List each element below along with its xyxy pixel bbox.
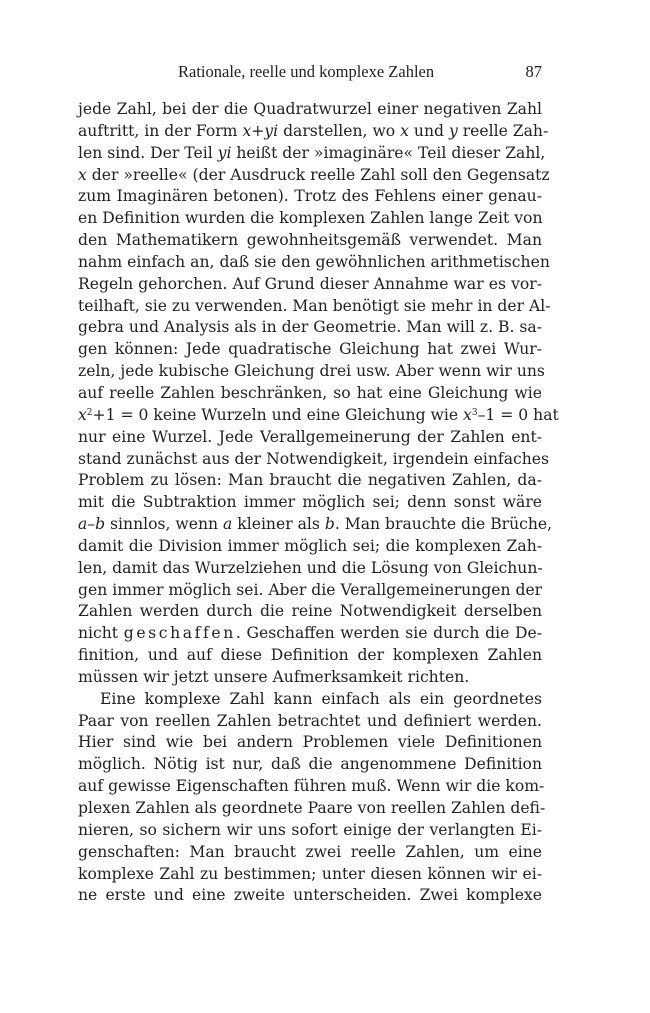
text-run: Zahlen werden durch die reine Notwendigkeit derselben xyxy=(78,602,542,621)
running-title: Rationale, reelle und komplexe Zahlen xyxy=(178,62,435,81)
text-run: stand zunächst aus der Notwendigkeit, irgendein einfaches xyxy=(78,449,550,468)
page-number: 87 xyxy=(525,62,542,81)
text-line xyxy=(78,470,542,492)
text-run: gen immer möglich sei. Aber die Verallgemeinerungen der xyxy=(78,580,543,599)
text-run: . Man brauchte die Brüche, xyxy=(334,515,553,534)
text-run: zum Imaginären betonen). Trotz des Fehlens einer genau- xyxy=(78,187,542,206)
text-line xyxy=(78,864,542,886)
text-line xyxy=(78,885,542,907)
math-symbol: x xyxy=(400,121,409,140)
text-run: der »reelle« (der Ausdruck reelle Zahl soll den Gegensatz xyxy=(86,165,550,184)
text-line xyxy=(78,711,542,733)
text-line xyxy=(78,536,542,558)
text-run: nahm einfach an, daß sie den gewöhnlichen arithmetischen xyxy=(78,252,550,271)
math-symbol: yi xyxy=(217,143,232,162)
text-run: heißt der »imaginäre« Teil dieser Zahl, xyxy=(231,143,546,162)
text-line xyxy=(78,776,545,798)
text-line xyxy=(78,121,549,143)
text-line xyxy=(78,754,542,776)
text-run: nur eine Wurzel. Jede Verallgemeinerung der Zahlen ent- xyxy=(78,427,542,446)
text-run: finition, und auf diese Definition der komplexen Zahlen xyxy=(78,646,542,665)
text-line xyxy=(78,339,542,361)
text-line xyxy=(78,383,542,405)
math-symbol: x xyxy=(463,405,472,424)
math-symbol: x xyxy=(78,405,87,424)
math-symbol: b xyxy=(324,515,335,534)
text-line xyxy=(78,317,542,339)
text-line xyxy=(78,143,546,165)
text-line xyxy=(78,820,542,842)
text-run: teilhaft, sie zu verwenden. Man benötigt sie mehr in der Al- xyxy=(78,296,551,315)
text-run: komplexe Zahl zu bestimmen; unter diesen können wir ei- xyxy=(78,864,542,883)
text-run: Eine komplexe Zahl kann einfach als ein geordnetes xyxy=(100,689,542,708)
text-run: kleiner als xyxy=(232,515,325,534)
text-run: reelle Zah- xyxy=(457,121,549,140)
text-line xyxy=(78,427,542,449)
text-line xyxy=(78,623,542,645)
text-run: nicht xyxy=(78,624,124,643)
text-run: Hier sind wie bei andern Problemen viele Definitionen xyxy=(78,733,542,752)
text-run: sinnlos, wenn xyxy=(105,515,224,534)
text-run: . Geschaffen werden sie durch die De- xyxy=(235,624,543,643)
emphasis-spaced: geschaffen xyxy=(123,624,236,643)
math-symbol: a–b xyxy=(78,515,106,534)
superscript: 3 xyxy=(471,407,478,418)
text-line xyxy=(78,186,542,208)
text-run: nieren, so sichern wir uns sofort einige der verlangten Ei- xyxy=(78,820,542,839)
superscript: 2 xyxy=(86,407,93,418)
text-run: auf reelle Zahlen beschränken, so hat eine Gleichung wie xyxy=(78,383,542,402)
text-run: auftritt, in der Form xyxy=(78,121,243,140)
text-run: Regeln gehorchen. Auf Grund dieser Annahme war es vor- xyxy=(78,274,542,293)
text-run: gen können: Jede quadratische Gleichung hat zwei Wur- xyxy=(78,340,542,359)
math-symbol: y xyxy=(448,121,458,140)
text-run: +1 = 0 keine Wurzeln und eine Gleichung wie xyxy=(92,405,464,424)
text-run: müssen wir jetzt unsere Aufmerksamkeit richten. xyxy=(78,667,470,686)
text-line xyxy=(78,99,542,121)
text-line xyxy=(78,798,546,820)
text-run: –1 = 0 hat xyxy=(477,405,559,424)
math-symbol: x+yi xyxy=(242,121,279,140)
text-run: möglich. Nötig ist nur, daß die angenommene Definition xyxy=(78,755,542,774)
text-line xyxy=(78,732,542,754)
text-line xyxy=(78,601,542,623)
text-line xyxy=(78,361,545,383)
text-line xyxy=(78,252,550,274)
text-run: plexen Zahlen als geordnete Paare von reellen Zahlen defi- xyxy=(78,799,546,817)
text-run: darstellen, wo xyxy=(278,121,401,140)
text-run: len sind. Der Teil xyxy=(78,143,218,162)
text-line xyxy=(78,842,542,864)
text-line xyxy=(78,296,551,318)
text-run: jede Zahl, bei der die Quadratwurzel einer negativen Zahl xyxy=(78,100,542,118)
text-line xyxy=(78,405,559,427)
text-run: gebra und Analysis als in der Geometrie. Man will z. B. sa- xyxy=(78,318,542,337)
text-run: auf gewisse Eigenschaften führen muß. Wenn wir die kom- xyxy=(78,777,545,796)
text-line xyxy=(78,580,542,602)
text-run: len, damit das Wurzelziehen und die Lösung von Gleichun- xyxy=(78,558,543,577)
text-line xyxy=(78,449,550,471)
body-text xyxy=(78,99,559,907)
text-run: zeln, jede kubische Gleichung drei usw. Aber wenn wir uns xyxy=(78,362,545,381)
text-line xyxy=(78,274,542,296)
text-line xyxy=(78,230,542,252)
running-header xyxy=(78,62,542,84)
text-run: Paar von reellen Zahlen betrachtet und definiert werden. xyxy=(78,711,542,730)
text-run: en Definition wurden die komplexen Zahlen lange Zeit von xyxy=(78,209,543,228)
text-line xyxy=(78,667,542,689)
text-line xyxy=(78,514,553,536)
text-run: ne erste und eine zweite unterscheiden. Zwei komplexe xyxy=(78,886,542,905)
text-line xyxy=(78,208,542,230)
math-symbol: a xyxy=(223,515,233,534)
text-run: den Mathematikern gewohnheitsgemäß verwendet. Man xyxy=(78,231,542,250)
text-line xyxy=(78,492,542,514)
text-line xyxy=(78,558,542,580)
text-run: damit die Division immer möglich sei; die komplexen Zah- xyxy=(78,536,542,555)
text-run: genschaften: Man braucht zwei reelle Zahlen, um eine xyxy=(78,842,542,861)
text-line xyxy=(78,165,550,187)
text-run: Problem zu lösen: Man braucht die negativen Zahlen, da- xyxy=(78,471,542,490)
math-symbol: x xyxy=(78,165,87,184)
text-line xyxy=(78,645,542,667)
text-run: mit die Subtraktion immer möglich sei; denn sonst wäre xyxy=(78,493,542,512)
text-run: und xyxy=(408,121,449,140)
text-line xyxy=(78,689,542,711)
